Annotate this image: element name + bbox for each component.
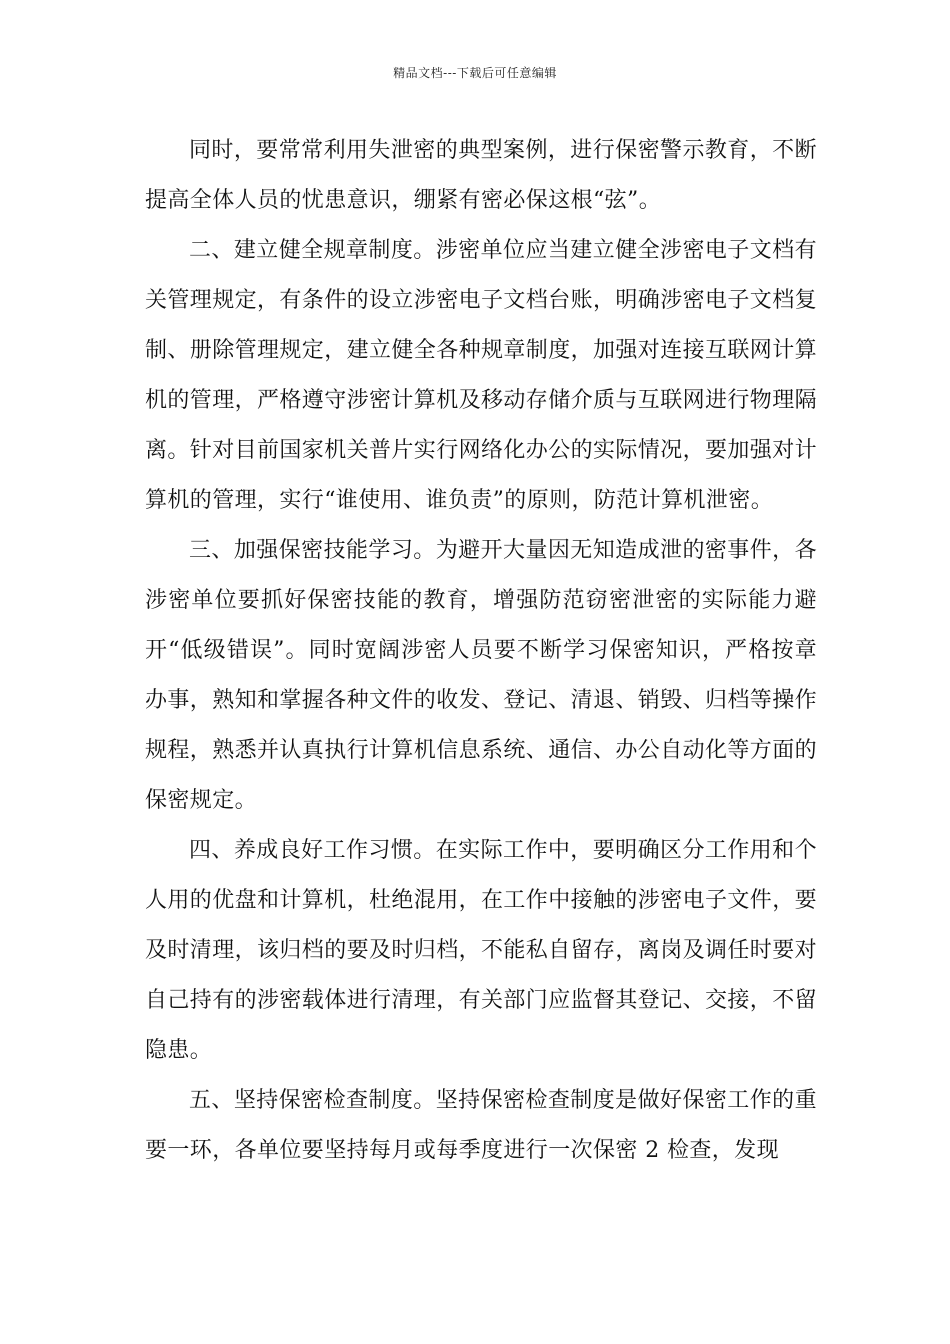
- paragraph-skills-learning: 三、加强保密技能学习。为避开大量因无知造成泄的密事件，各涉密单位要抓好保密技能的教育，增强防范窃密泄密的实际能力避开“低级错误”。同时宽阔涉密人员要不断学习保密知识，严格按章办事，熟知和掌握各种文件的收发、登记、清退、销毁、归档等操作规程，熟悉并认真执行计算机信息系统、通信、办公自动化等方面的保密规定。: [145, 538, 818, 813]
- paragraph-inspection: 五、坚持保密检查制度。坚持保密检查制度是做好保密工作的重要一环，各单位要坚持每月或每季度进行一次保密 2 检查，发现: [145, 1088, 817, 1163]
- paragraph-rules-system: 二、建立健全规章制度。涉密单位应当建立健全涉密电子文档有关管理规定，有条件的设立涉密电子文档台账，明确涉密电子文档复制、册除管理规定，建立健全各种规章制度，加强对连接互联网计算机的管理，严格遵守涉密计算机及移动存储介质与互联网进行物理隔离。针对目前国家机关普片实行网络化办公的实际情况，要加强对计算机的管理，实行“谁使用、谁负责”的原则，防范计算机泄密。: [145, 238, 818, 513]
- paragraph-work-habits: 四、养成良好工作习惯。在实际工作中，要明确区分工作用和个人用的优盘和计算机，杜绝混用，在工作中接触的涉密电子文件，要及时清理，该归档的要及时归档，不能私自留存，离岗及调任时要对自己持有的涉密载体进行清理，有关部门应监督其登记、交接，不留隐患。: [145, 838, 818, 1063]
- document-body: [145, 126, 817, 1176]
- paragraph-intro: 同时，要常常利用失泄密的典型案例，进行保密警示教育，不断提高全体人员的忧患意识，绷紧有密必保这根“弦”。: [145, 138, 817, 213]
- page-header: 精品文档---下载后可任意编辑: [393, 66, 557, 80]
